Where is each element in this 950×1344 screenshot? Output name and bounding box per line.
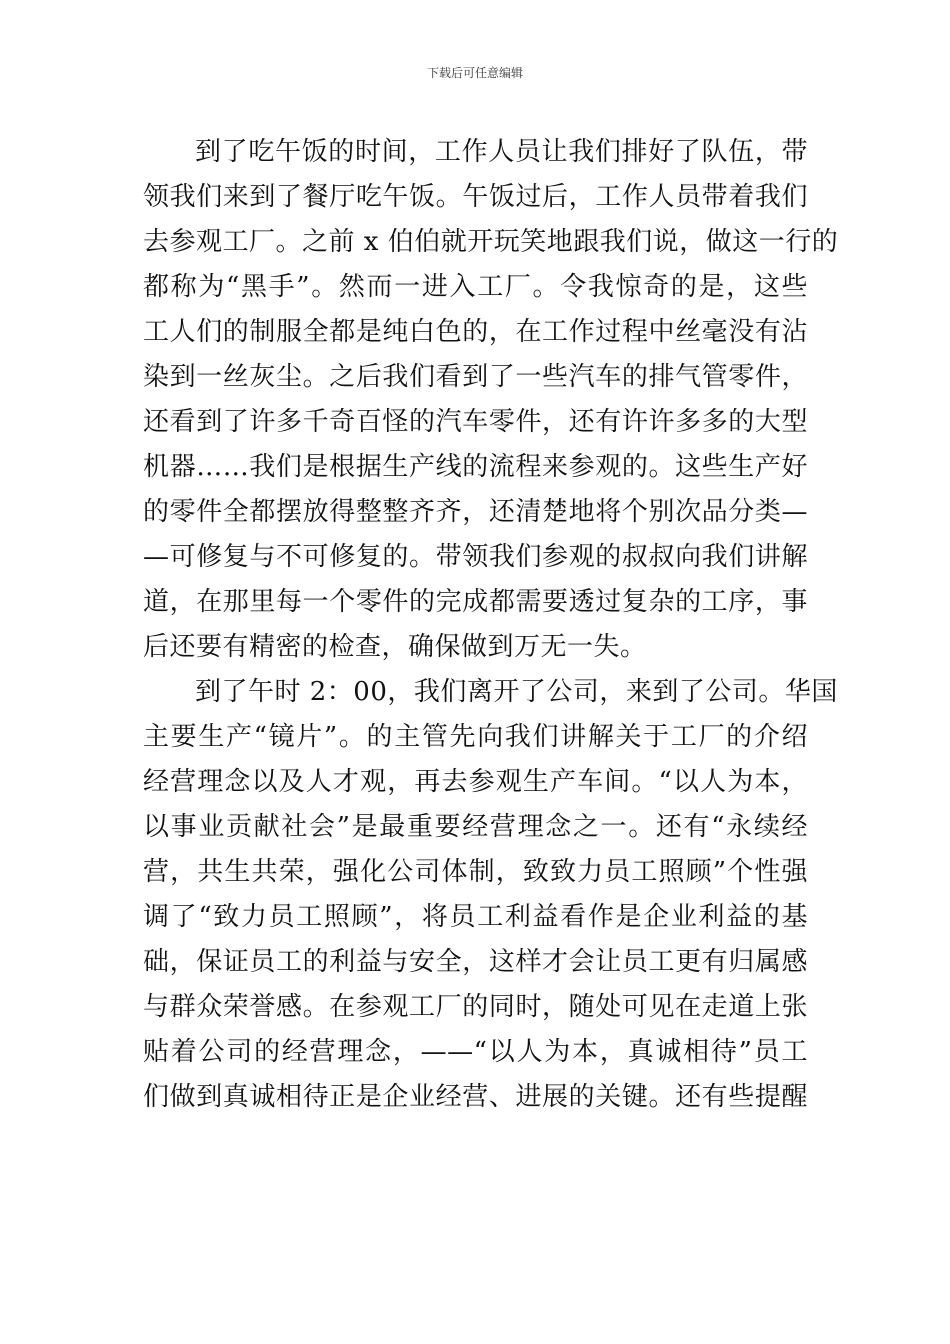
text-line: 以事业贡献社会”是最重要经营理念之一。还有“永续经 — [143, 812, 808, 842]
text-line: 调了“致力员工照顾”，将员工利益看作是企业利益的基 — [143, 902, 808, 932]
text-line: 道，在那里每一个零件的完成都需要透过复杂的工序，事 — [143, 587, 808, 617]
text-line: —可修复与不可修复的。带领我们参观的叔叔向我们讲解 — [143, 542, 808, 572]
text-line: 还看到了许多千奇百怪的汽车零件，还有许许多多的大型 — [143, 407, 808, 437]
text-line: 与群众荣誉感。在参观工厂的同时，随处可见在走道上张 — [143, 992, 808, 1022]
paragraph-afternoon-company-visit — [143, 670, 838, 1120]
text-line: 工人们的制服全都是纯白色的，在工作过程中丝毫没有沾 — [143, 317, 808, 347]
text-line: 都称为“黑手”。然而一进入工厂。令我惊奇的是，这些 — [143, 272, 808, 302]
text-line: 的零件全都摆放得整整齐齐，还清楚地将个别次品分类— — [143, 497, 808, 527]
paragraph-lunch-factory-visit — [143, 130, 839, 670]
text-line: 贴着公司的经营理念，——“以人为本，真诚相待”员工 — [143, 1037, 808, 1067]
text-line: 领我们来到了餐厅吃午饭。午饭过后，工作人员带着我们 — [143, 182, 808, 212]
text-line: 主要生产“镜片”。的主管先向我们讲解关于工厂的介绍 — [143, 722, 808, 752]
text-line: 去参观工厂。之前 x 伯伯就开玩笑地跟我们说，做这一行的 — [143, 227, 839, 257]
text-line: 营，共生共荣，强化公司体制，致致力员工照顾”个性强 — [143, 857, 808, 887]
page-header: 下载后可任意编辑 — [426, 66, 523, 80]
text-line: 染到一丝灰尘。之后我们看到了一些汽车的排气管零件， — [143, 362, 808, 392]
text-line: 经营理念以及人才观，再去参观生产车间。“以人为本， — [143, 767, 808, 797]
text-line: 到了吃午饭的时间，工作人员让我们排好了队伍，带 — [195, 137, 808, 167]
text-line: 们做到真诚相待正是企业经营、进展的关键。还有些提醒 — [143, 1082, 808, 1112]
document-body — [143, 130, 839, 1120]
text-line: 到了午时 2：00，我们离开了公司，来到了公司。华国 — [195, 677, 838, 707]
text-line: 机器……我们是根据生产线的流程来参观的。这些生产好 — [143, 452, 808, 482]
text-line: 础，保证员工的利益与安全，这样才会让员工更有归属感 — [143, 947, 808, 977]
text-line: 后还要有精密的检查，确保做到万无一失。 — [143, 632, 647, 662]
